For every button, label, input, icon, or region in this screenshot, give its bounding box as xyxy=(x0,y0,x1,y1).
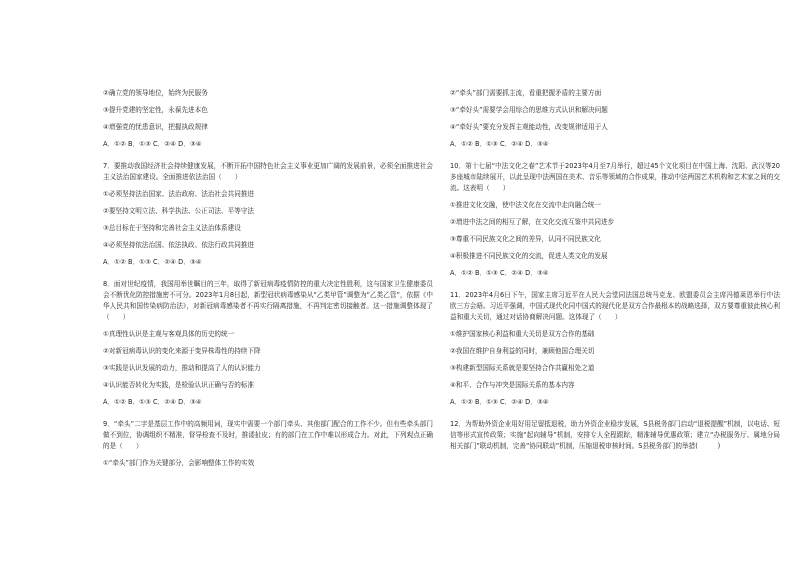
q9-option-3: ③“牵好头”需要学会用综合的思维方式认识和解决问题 xyxy=(450,106,608,114)
q7-option-1: ①必须坚持法治国家、法治政府、法治社会共同推进 xyxy=(103,190,254,198)
q10-option-4: ④积极推进不同民族文化的交流，促进人类文化的发展 xyxy=(450,252,608,260)
right-column xyxy=(450,88,780,452)
q11-stem: 11．2023年4月6日下午，国家主席习近平在人民大会堂同法国总统马克龙、欧盟委员会主席冯德莱恩举行中法欧三方会晤。习近平强调，中国式现代化同中国式的现代化是双方合作最根本的战略选择，双方要尊重彼此核心利益和重大关切，通过对话协商解决问题。这体现了（ ） xyxy=(450,291,780,321)
q11-option-1: ①维护国家核心利益和重大关切是双方合作的基础 xyxy=(450,330,595,338)
q10-option-2: ②增进中法之间的相互了解，在文化交流互鉴中共同进步 xyxy=(450,218,615,226)
q7-option-4: ④必须坚持依法治国、依法执政、依法行政共同推进 xyxy=(103,241,254,249)
q9-option-1: ①“牵头”部门作为关键部分，会影响整体工作的实效 xyxy=(103,459,255,467)
q10-option-3: ③尊重不同民族文化之间的差异，认同不同民族文化 xyxy=(450,235,601,243)
q7-option-2: ②要坚持文明立法、科学执法、公正司法、平等守法 xyxy=(103,207,254,215)
q10-answers: A．①② B．①③ C．②④ D．③④ xyxy=(450,269,549,277)
q8-option-3: ③实践是认识发展的动力，推动和提高了人的认识能力 xyxy=(103,364,261,372)
q11-answers: A．①② B．①③ C．②④ D．③④ xyxy=(450,398,549,406)
q7-option-3: ③总目标在于坚持和完善社会主义法治体系建设 xyxy=(103,224,241,232)
q6-answers: A．①② B．①③ C．②④ D．③④ xyxy=(103,140,202,148)
q9-option-4: ④“牵好头”要充分发挥主观能动性，改变规律适用于人 xyxy=(450,123,608,131)
q6-option-2: ②确立党的领导地位，始终为民服务 xyxy=(103,89,208,97)
q7-stem: 7．要推动我国经济社会持续健康发展，不断开拓中国特色社会主义事业更加广阔的发展前景，必须全面推进社会主义法治国家建设。全面推进依法治国（ ） xyxy=(103,162,433,181)
q8-answers: A．①② B．①③ C．②④ D．③④ xyxy=(103,398,202,406)
q9-stem: 9．“牵头”二字是基层工作中的高频用词，现实中需要一个部门牵头、其他部门配合的工作不少。但有些牵头部门做不到位，协调组织不精准，督导检查不及时，推诿扯皮；有的部门在工作中难以形成合力。对此，下列观点正确的是（ ） xyxy=(103,420,433,450)
q10-stem: 10．第十七届“中法文化之春”艺术节于2023年4月至7月举行，超过45个文化项目在中国上海、沈阳、武汉等20多座城市陆续展开，以此呈现中法两国在美术、音乐等领域的合作成果，推动中法两国艺术机构和艺术家之间的交流。这表明（ ） xyxy=(450,162,780,192)
q7-answers: A．①② B．①③ C．②④ D．③④ xyxy=(103,258,202,266)
q8-stem: 8．面对世纪疫情，我国用举世瞩目的三年，取得了新冠病毒疫情防控的重大决定性胜利，这与国家卫生健康委员会不断优化防控措施密不可分。2023年1月8日起，新型冠状病毒感染从“乙类甲管”调整为“乙类乙管”，依据《中华人民共和国传染病防治法》，对新冠病毒感染者不再实行隔离措施，不再判定密切接触者。这一措施调整体现了（ ） xyxy=(103,280,433,321)
q6-option-4: ④增强党的忧患意识，把握执政规律 xyxy=(103,123,208,131)
q12-stem: 12．为帮助外资企业用好用足留抵退税，助力外资企业稳步发展，S县税务部门启动“退税提醒”机制，以电话、短信等形式宣传政策；实施“起向辅导”机制，安排专人全程跟踪，精准辅导优惠政策；建立“办税服务厅、属地分局相关部门”联动机制，完善“协同联动”机制，压缩退税审核时间。S县税务部门的举措( ) xyxy=(450,420,780,450)
q11-option-2: ②我国在维护自身利益的同时，兼顾他国合理关切 xyxy=(450,347,595,355)
q8-option-2: ②对新冠病毒认识的变化来源于变异株毒性的持续下降 xyxy=(103,347,261,355)
q9-answers: A．①② B．①③ C．②④ D．③④ xyxy=(450,140,549,148)
q10-option-1: ①推进文化交融，使中法文化在交流中走向融合统一 xyxy=(450,201,601,209)
q8-option-1: ①真理性认识是主观与客观具体的历史的统一 xyxy=(103,330,235,338)
q8-option-4: ④认识能否转化为实践，是检验认识正确与否的标准 xyxy=(103,381,254,389)
left-column xyxy=(103,88,433,469)
q11-option-3: ③构建新型国际关系就是要坚持合作共赢相处之道 xyxy=(450,364,595,372)
q11-option-4: ④和平、合作与冲突是国际关系的基本内容 xyxy=(450,381,575,389)
q9-option-2: ②“牵头”部门需要抓主流，看重把握矛盾的主要方面 xyxy=(450,89,602,97)
q6-option-3: ③提升党建的坚定性，永葆先进本色 xyxy=(103,106,208,114)
